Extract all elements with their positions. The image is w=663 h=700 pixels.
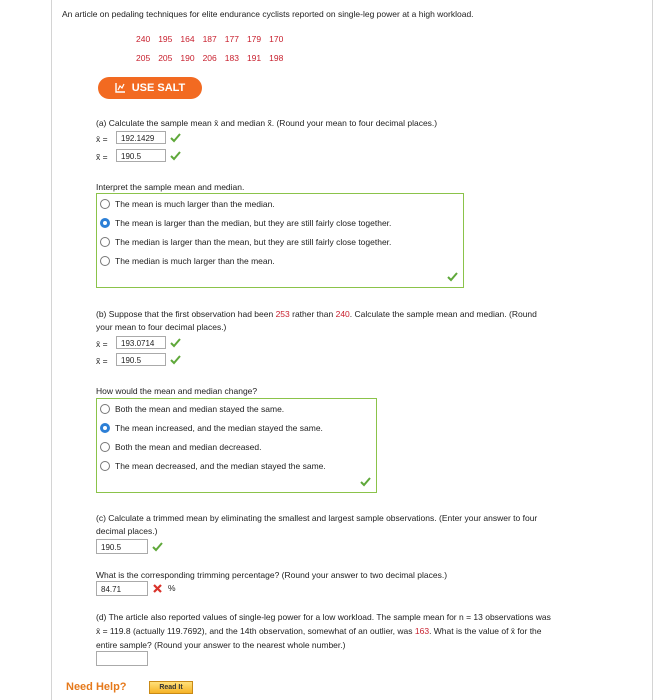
data-value: 187 — [202, 34, 217, 44]
radio-option[interactable] — [97, 418, 376, 437]
radio-option[interactable] — [97, 456, 376, 475]
data-value: 177 — [224, 34, 239, 44]
problem-intro: An article on pedaling techniques for elite endurance cyclists reported on single-leg power at a high workload. — [62, 9, 474, 19]
median-input[interactable]: 190.5 — [116, 353, 166, 366]
data-value: 198 — [269, 53, 284, 63]
radio-option[interactable] — [97, 194, 463, 213]
data-value: 205 — [158, 53, 173, 63]
median-label: x̃ = — [96, 152, 108, 162]
part-d-question-line2 — [96, 626, 542, 636]
part-b-question-line2: your mean to four decimal places.) — [96, 322, 227, 332]
text: x̄ = 119.8 (actually 119.7692), and the 14th observation, somewhat of an outlier, was — [96, 626, 415, 636]
data-row-2 — [136, 53, 291, 63]
data-value: 179 — [246, 34, 262, 44]
data-value: 205 — [136, 53, 151, 63]
correct-check-icon — [170, 354, 181, 365]
correct-check-icon — [170, 150, 181, 161]
highlight-value: 163 — [414, 626, 430, 636]
text: rather than — [289, 309, 336, 319]
change-options — [96, 398, 377, 493]
radio-option[interactable] — [97, 437, 376, 456]
correct-check-icon — [152, 541, 163, 552]
highlight-value: 240 — [335, 309, 350, 319]
radio-button[interactable] — [100, 237, 110, 247]
need-help-label: Need Help? — [66, 681, 127, 693]
trim-percent-input[interactable]: 84.71 — [96, 581, 148, 596]
option-label: The median is larger than the mean, but they are still fairly close together. — [115, 236, 392, 247]
part-c-question-line2: decimal places.) — [96, 526, 158, 536]
mean-label: x̄ = — [96, 134, 108, 144]
option-label: Both the mean and median stayed the same. — [115, 403, 285, 414]
text: . Calculate the sample mean and median. (Round — [349, 309, 537, 319]
part-d-question-line3: entire sample? (Round your answer to the nearest whole number.) — [96, 640, 346, 650]
data-value: 206 — [202, 53, 217, 63]
correct-check-icon — [360, 476, 371, 487]
text: . What is the value of x̄ for the — [429, 626, 542, 636]
wrong-x-icon — [152, 583, 163, 594]
data-value: 191 — [246, 53, 262, 63]
radio-option[interactable] — [97, 213, 463, 232]
trim-percent-question: What is the corresponding trimming percentage? (Round your answer to two decimal places.) — [96, 570, 448, 580]
data-value: 164 — [180, 34, 195, 44]
radio-option[interactable] — [97, 399, 376, 418]
option-label: The mean increased, and the median stayed the same. — [115, 422, 323, 433]
correct-check-icon — [170, 132, 181, 143]
sample-mean-input[interactable] — [96, 651, 148, 666]
data-value: 195 — [158, 34, 173, 44]
radio-button[interactable] — [100, 442, 110, 452]
radio-option[interactable] — [97, 232, 463, 251]
part-a-question: (a) Calculate the sample mean x̄ and median x̃. (Round your mean to four decimal places.) — [96, 118, 438, 128]
percent-sign: % — [168, 583, 176, 593]
median-label: x̃ = — [96, 356, 108, 366]
radio-button[interactable] — [100, 256, 110, 266]
use-salt-button[interactable] — [98, 77, 202, 99]
data-row-1 — [136, 34, 291, 44]
option-label: The mean decreased, and the median stayed the same. — [115, 460, 326, 471]
option-label: The median is much larger than the mean. — [115, 255, 275, 266]
mean-input[interactable]: 192.1429 — [116, 131, 166, 144]
option-label: The mean is much larger than the median. — [115, 198, 275, 209]
option-label: Both the mean and median decreased. — [115, 441, 262, 452]
data-value: 170 — [269, 34, 284, 44]
trimmed-mean-input[interactable]: 190.5 — [96, 539, 148, 554]
mean-label: x̄ = — [96, 339, 108, 349]
radio-button-selected[interactable] — [100, 423, 110, 433]
interpret-question: Interpret the sample mean and median. — [96, 182, 245, 192]
correct-check-icon — [170, 337, 181, 348]
mean-input[interactable]: 193.0714 — [116, 336, 166, 349]
radio-button[interactable] — [100, 461, 110, 471]
part-b-question — [96, 309, 537, 319]
highlight-value: 253 — [275, 309, 290, 319]
radio-button[interactable] — [100, 404, 110, 414]
option-label: The mean is larger than the median, but they are still fairly close together. — [115, 217, 392, 228]
part-d-question: (d) The article also reported values of single-leg power for a low workload. The sample mean for n = 13 observations was — [96, 612, 551, 622]
data-value: 190 — [180, 53, 195, 63]
radio-button[interactable] — [100, 199, 110, 209]
correct-check-icon — [447, 271, 458, 282]
median-input[interactable]: 190.5 — [116, 149, 166, 162]
use-salt-label: USE SALT — [131, 82, 186, 94]
data-value: 183 — [224, 53, 239, 63]
data-value: 240 — [136, 34, 151, 44]
part-c-question: (c) Calculate a trimmed mean by eliminating the smallest and largest sample observations. (Enter your answer to four — [96, 513, 538, 523]
interpret-options — [96, 193, 464, 288]
read-it-button[interactable]: Read It — [149, 681, 193, 694]
radio-button-selected[interactable] — [100, 218, 110, 228]
text: (b) Suppose that the first observation had been — [96, 309, 276, 319]
radio-option[interactable] — [97, 251, 463, 270]
change-question: How would the mean and median change? — [96, 386, 258, 396]
chart-icon — [115, 83, 126, 93]
